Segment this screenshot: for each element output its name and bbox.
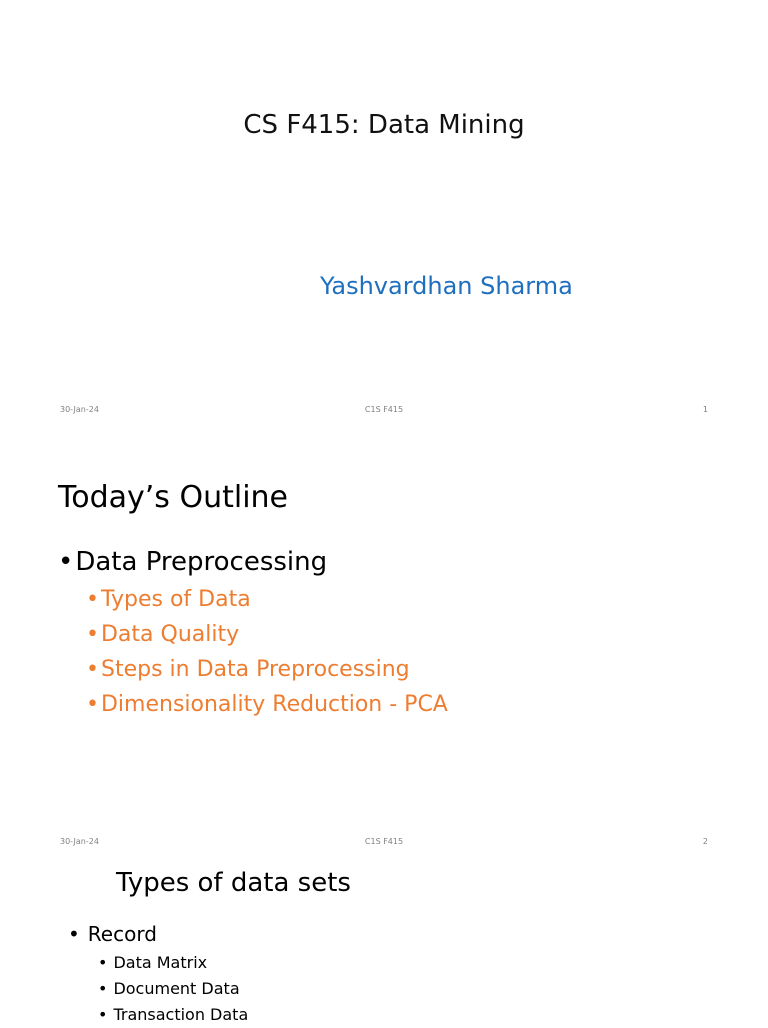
- footer-page-number: 1: [702, 405, 708, 414]
- outline-sub-item: [86, 687, 448, 722]
- footer-page-number: 2: [702, 837, 708, 846]
- outline-bullet-text: Data Preprocessing: [75, 547, 328, 577]
- footer-course: C1S F415: [364, 405, 404, 414]
- datasets-bullet-text: Record: [87, 922, 157, 946]
- slide-1-footer: [0, 405, 768, 419]
- bullet-dot-icon: •: [98, 1005, 108, 1024]
- slide-2-title: Today’s Outline: [58, 480, 288, 515]
- outline-sub-item-text: Data Quality: [100, 622, 240, 647]
- slide-1: [0, 0, 768, 432]
- slide-3: [0, 864, 768, 1024]
- datasets-sub-item: [98, 1002, 248, 1028]
- outline-sub-item: [86, 652, 448, 687]
- slide-3-title: Types of data sets: [116, 868, 351, 898]
- outline-sub-item-text: Dimensionality Reduction - PCA: [100, 692, 448, 717]
- datasets-sub-list: [68, 950, 248, 1028]
- bullet-dot-icon: •: [98, 979, 108, 998]
- datasets-list: [68, 920, 248, 1028]
- slide-1-author: Yashvardhan Sharma: [320, 272, 573, 300]
- outline-sub-item-text: Types of Data: [100, 587, 251, 612]
- bullet-dot-icon: •: [86, 657, 99, 682]
- slide-2-footer: [0, 837, 768, 851]
- bullet-dot-icon: •: [86, 622, 99, 647]
- datasets-sub-item-text: Document Data: [113, 979, 240, 998]
- bullet-dot-icon: •: [58, 547, 74, 577]
- outline-list: [58, 542, 448, 722]
- outline-bullet: [58, 542, 448, 722]
- outline-sub-list: [58, 582, 448, 722]
- datasets-sub-item-text: Transaction Data: [113, 1005, 249, 1024]
- outline-sub-item-text: Steps in Data Preprocessing: [100, 657, 410, 682]
- datasets-bullet: [68, 920, 248, 1028]
- footer-date: 30-Jan-24: [60, 837, 99, 846]
- bullet-dot-icon: •: [86, 587, 99, 612]
- slide-2: [0, 432, 768, 864]
- datasets-sub-item: [98, 950, 248, 976]
- bullet-dot-icon: •: [68, 922, 80, 946]
- datasets-sub-item-text: Data Matrix: [113, 953, 208, 972]
- datasets-sub-item: [98, 976, 248, 1002]
- footer-date: 30-Jan-24: [60, 405, 99, 414]
- outline-sub-item: [86, 617, 448, 652]
- footer-course: C1S F415: [364, 837, 404, 846]
- outline-sub-item: [86, 582, 448, 617]
- bullet-dot-icon: •: [86, 692, 99, 717]
- slide-1-title: CS F415: Data Mining: [243, 110, 525, 140]
- bullet-dot-icon: •: [98, 953, 108, 972]
